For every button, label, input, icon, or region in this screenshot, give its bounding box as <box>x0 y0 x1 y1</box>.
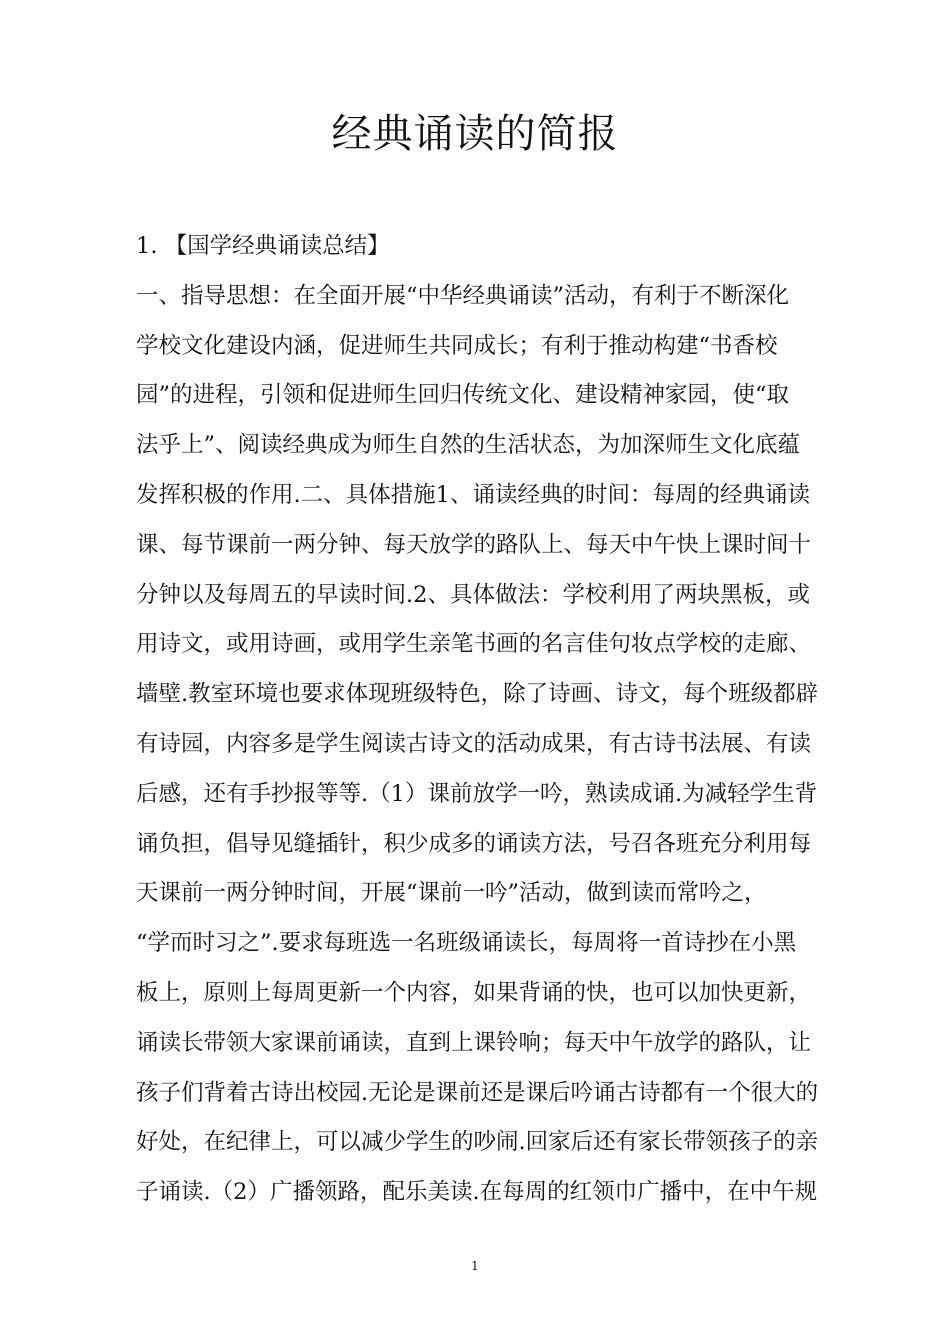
text-line: 园”的进程，引领和促进师生回归传统文化、建设精神家园，使“取 <box>136 382 790 409</box>
text-line: 板上，原则上每周更新一个内容，如果背诵的快，也可以加快更新， <box>136 979 812 1006</box>
text-line: 一、指导思想：在全面开展“中华经典诵读”活动，有利于不断深化 <box>136 282 790 309</box>
document-body <box>136 226 836 1222</box>
document-title: 经典诵读的简报 <box>331 111 619 157</box>
text-line: 分钟以及每周五的早读时间.2、具体做法：学校利用了两块黑板，或 <box>136 581 810 608</box>
text-line: 孩子们背着古诗出校园.无论是课前还是课后吟诵古诗都有一个很大的 <box>136 1079 819 1106</box>
text-line: 诵负担，倡导见缝插针，积少成多的诵读方法，号召各班充分利用每 <box>136 830 812 857</box>
text-line: 有诗园，内容多是学生阅读古诗文的活动成果，有古诗书法展、有读 <box>136 730 812 757</box>
text-line: 1. 【国学经典诵读总结】 <box>136 233 390 259</box>
text-line: 课、每节课前一两分钟、每天放学的路队上、每天中午快上课时间十 <box>136 531 812 558</box>
text-line: 学校文化建设内涵，促进师生共同成长；有利于推动构建“书香校 <box>136 332 778 359</box>
text-line: “学而时习之”.要求每班选一名班级诵读长，每周将一首诗抄在小黑 <box>136 930 797 957</box>
text-line: 天课前一两分钟时间，开展“课前一吟”活动，做到读而常吟之， <box>136 880 767 907</box>
text-line: 用诗文，或用诗画，或用学生亲笔书画的名言佳句妆点学校的走廊、 <box>136 631 812 658</box>
text-line: 后感，还有手抄报等等.（1）课前放学一吟，熟读成诵.为减轻学生背 <box>136 780 818 807</box>
text-line: 诵读长带领大家课前诵读，直到上课铃响；每天中午放学的路队，让 <box>136 1029 812 1056</box>
text-line: 法乎上”、阅读经典成为师生自然的生活状态，为加深师生文化底蕴 <box>136 432 801 459</box>
text-line: 发挥积极的作用.二、具体措施1、诵读经典的时间：每周的经典诵读 <box>136 481 810 508</box>
text-line: 子诵读.（2）广播领路，配乐美读.在每周的红领巾广播中，在中午规 <box>136 1179 818 1206</box>
text-line: 墙壁.教室环境也要求体现班级特色，除了诗画、诗文，每个班级都辟 <box>136 681 819 708</box>
text-line: 好处，在纪律上，可以减少学生的吵闹.回家后还有家长带领孩子的亲 <box>136 1129 819 1156</box>
page-number: 1 <box>471 1259 479 1273</box>
